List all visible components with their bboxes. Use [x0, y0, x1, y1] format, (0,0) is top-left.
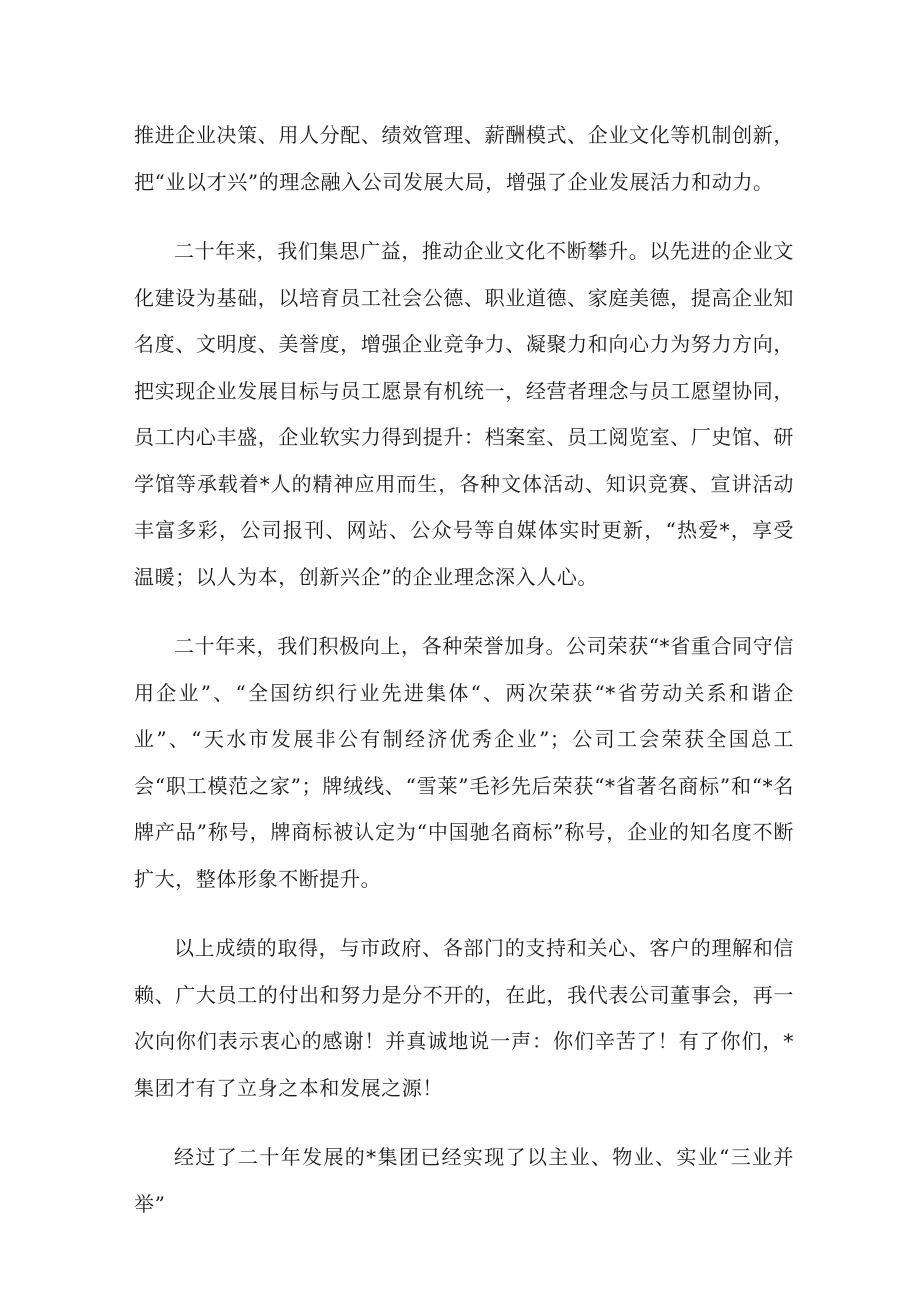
- paragraph-development: 经过了二十年发展的*集团已经实现了以主业、物业、实业“三业并举”: [134, 1145, 794, 1216]
- paragraph-thanks: 以上成绩的取得，与市政府、各部门的支持和关心、客户的理解和信赖、广大员工的付出和努力是分不开的，在此，我代表公司董事会，再一次向你们表示衷心的感谢！并真诚地说一声：你们辛苦了！有了你们，*集团才有了立身之本和发展之源！: [134, 936, 794, 1100]
- paragraph-continuation: 推进企业决策、用人分配、绩效管理、薪酬模式、企业文化等机制创新，把“业以才兴”的理念融入公司发展大局，增强了企业发展活力和动力。: [134, 123, 794, 194]
- paragraph-corporate-culture: 二十年来，我们集思广益，推动企业文化不断攀升。以先进的企业文化建设为基础，以培育员工社会公德、职业道德、家庭美德，提高企业知名度、文明度、美誉度，增强企业竞争力、凝聚力和向心力为努力方向，把实现企业发展目标与员工愿景有机统一，经营者理念与员工愿望协同，员工内心丰盛，企业软实力得到提升：档案室、员工阅览室、厂史馆、研学馆等承载着*人的精神应用而生，各种文体活动、知识竞赛、宣讲活动丰富多彩，公司报刊、网站、公众号等自媒体实时更新，“热爱*，享受温暖；以人为本，创新兴企”的企业理念深入人心。: [134, 239, 794, 589]
- document-body: [134, 112, 794, 1250]
- paragraph-honors: 二十年来，我们积极向上，各种荣誉加身。公司荣获“*省重合同守信用企业”、“全国纺织行业先进集体“、两次荣获“*省劳动关系和谐企业”、“天水市发展非公有制经济优秀企业”；公司工会荣获全国总工会“职工模范之家”；牌绒线、“雪莱”毛衫先后荣获“*省著名商标”和“*名牌产品”称号，牌商标被认定为“中国驰名商标”称号，企业的知名度不断扩大，整体形象不断提升。: [134, 634, 794, 891]
